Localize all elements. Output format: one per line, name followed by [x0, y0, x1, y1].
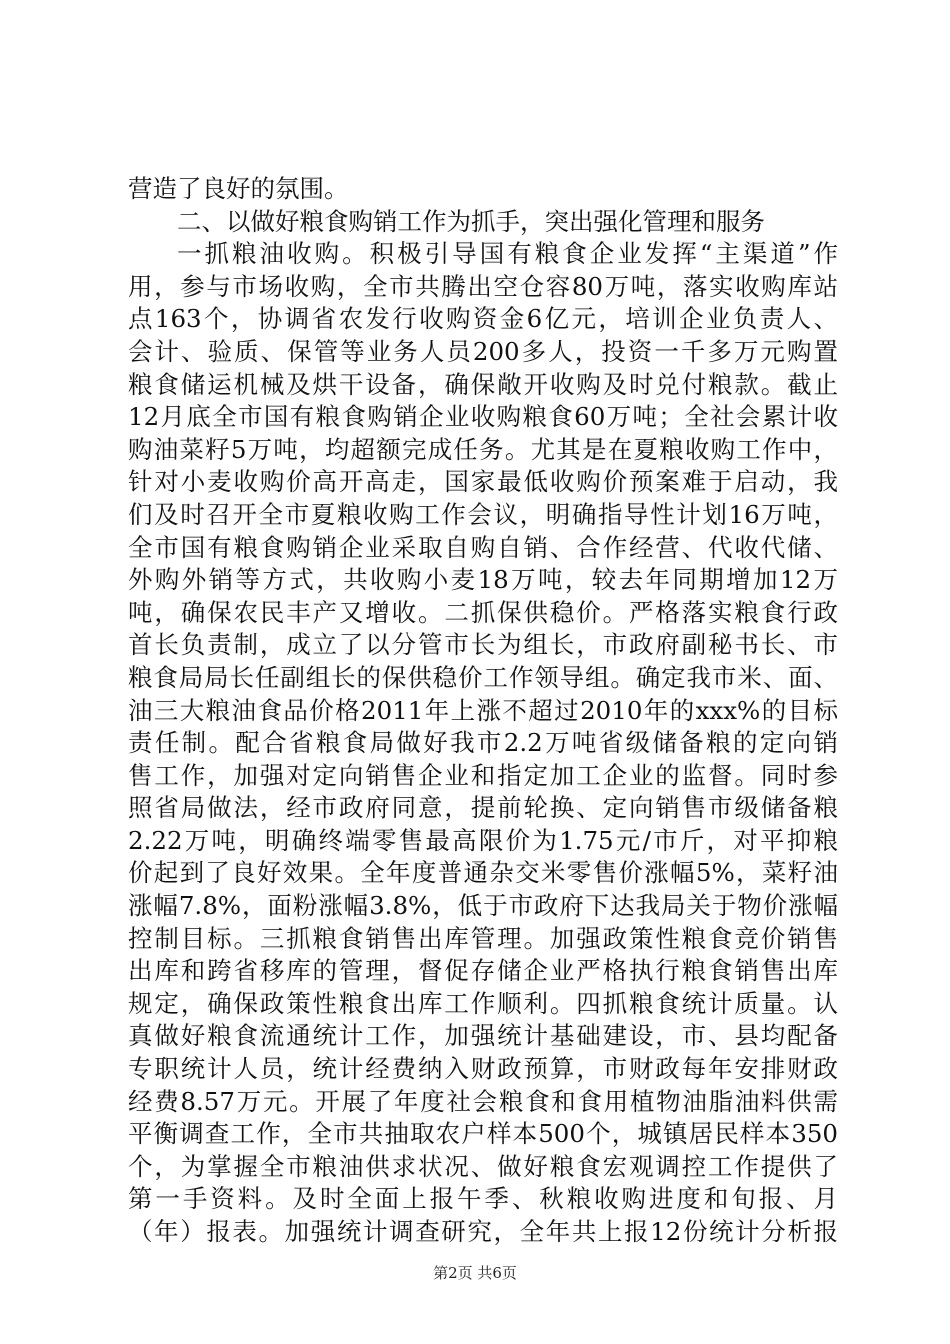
text-line: 出库和跨省移库的管理，督促存储企业严格执行粮食销售出库 — [128, 956, 838, 986]
text-line: 购油菜籽5万吨，均超额完成任务。尤其是在夏粮收购工作中， — [128, 434, 838, 464]
text-line: 针对小麦收购价高开高走，国家最低收购价预案难于启动，我 — [128, 467, 838, 497]
text-line: 点163个，协调省农发行收购资金6亿元，培训企业负责人、 — [128, 304, 838, 334]
text-line: 油三大粮油食品价格2011年上涨不超过2010年的xxx%的目标 — [128, 695, 838, 725]
text-line: 个，为掌握全市粮油供求状况、做好粮食宏观调控工作提供了 — [128, 1151, 838, 1181]
section-heading: 二、以做好粮食购销工作为抓手，突出强化管理和服务 — [177, 206, 765, 236]
text-line: 外购外销等方式，共收购小麦18万吨，较去年同期增加12万 — [128, 565, 838, 595]
text-line: 会计、验质、保管等业务人员200多人，投资一千多万元购置 — [128, 336, 838, 366]
text-line: 首长负责制，成立了以分管市长为组长，市政府副秘书长、市 — [128, 630, 838, 660]
text-line: 们及时召开全市夏粮收购工作会议，明确指导性计划16万吨， — [128, 499, 838, 529]
text-line: 经费8.57万元。开展了年度社会粮食和食用植物油脂油料供需 — [128, 1086, 838, 1116]
text-line: 粮食储运机械及烘干设备，确保敞开收购及时兑付粮款。截止 — [128, 369, 838, 399]
text-line: 粮食局局长任副组长的保供稳价工作领导组。确定我市米、面、 — [128, 662, 838, 692]
text-line: 吨，确保农民丰产又增收。二抓保供稳价。严格落实粮食行政 — [128, 597, 838, 627]
text-line: 责任制。配合省粮食局做好我市2.2万吨省级储备粮的定向销 — [128, 728, 838, 758]
text-line: 专职统计人员，统计经费纳入财政预算，市财政每年安排财政 — [128, 1054, 838, 1084]
text-line: 2.22万吨，明确终端零售最高限价为1.75元/市斤，对平抑粮 — [128, 825, 838, 855]
text-line: 全市国有粮食购销企业采取自购自销、合作经营、代收代储、 — [128, 532, 838, 562]
text-line: 用，参与市场收购，全市共腾出空仓容80万吨，落实收购库站 — [128, 271, 838, 301]
text-line: 12月底全市国有粮食购销企业收购粮食60万吨；全社会累计收 — [128, 402, 838, 432]
text-line: 控制目标。三抓粮食销售出库管理。加强政策性粮食竞价销售 — [128, 923, 838, 953]
text-line: 平衡调查工作，全市共抽取农户样本500个，城镇居民样本350 — [128, 1119, 838, 1149]
text-line: 真做好粮食流通统计工作，加强统计基础建设，市、县均配备 — [128, 1021, 838, 1051]
text-line: 规定，确保政策性粮食出库工作顺利。四抓粮食统计质量。认 — [128, 988, 838, 1018]
text-line: 售工作，加强对定向销售企业和指定加工企业的监督。同时参 — [128, 760, 838, 790]
text-line: 涨幅7.8%，面粉涨幅3.8%，低于市政府下达我局关于物价涨幅 — [128, 891, 838, 921]
text-line: 营造了良好的氛围。 — [128, 174, 349, 203]
page-number: 第2页 共6页 — [433, 1264, 517, 1282]
body-text — [128, 173, 838, 1249]
page-footer — [0, 1262, 950, 1283]
text-line: 第一手资料。及时全面上报午季、秋粮收购进度和旬报、月 — [128, 1184, 838, 1214]
text-line: 一抓粮油收购。积极引导国有粮食企业发挥“主渠道”作 — [177, 239, 838, 269]
text-line: 照省局做法，经市政府同意，提前轮换、定向销售市级储备粮 — [128, 793, 838, 823]
text-line: （年）报表。加强统计调查研究，全年共上报12份统计分析报 — [128, 1217, 838, 1246]
text-line: 价起到了良好效果。全年度普通杂交米零售价涨幅5%，菜籽油 — [128, 858, 838, 888]
